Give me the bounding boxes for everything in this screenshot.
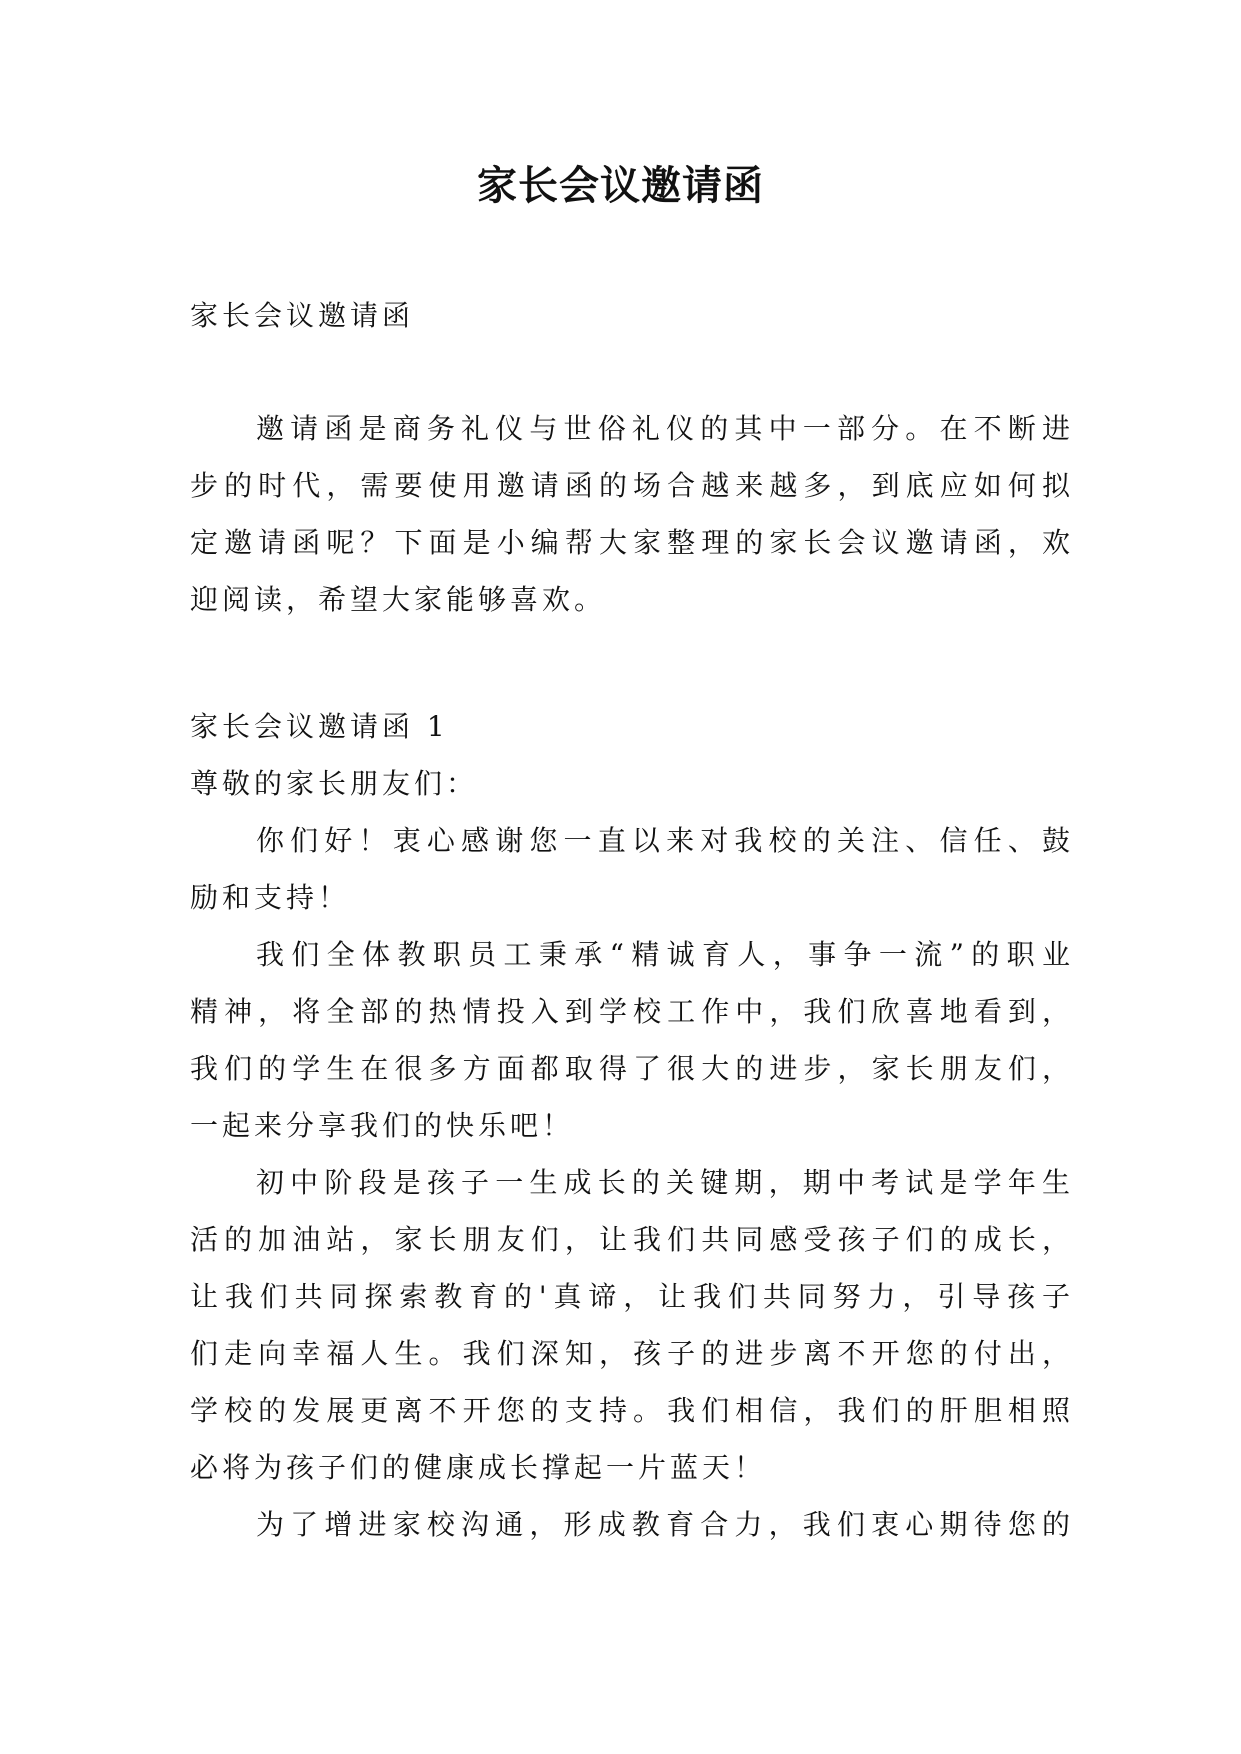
para2-line-2: 精神，将全部的热情投入到学校工作中，我们欣喜地看到， (190, 995, 1070, 1028)
para3-line-6: 必将为孩子们的健康成长撑起一片蓝天！ (190, 1451, 767, 1484)
para1-line-1: 你们好！衷心感谢您一直以来对我校的关注、信任、鼓 (256, 824, 1070, 857)
intro-line-4: 迎阅读，希望大家能够喜欢。 (190, 583, 607, 616)
para3-line-2: 活的加油站，家长朋友们，让我们共同感受孩子们的成长， (190, 1223, 1070, 1256)
intro-line-3: 定邀请函呢？下面是小编帮大家整理的家长会议邀请函，欢 (190, 526, 1070, 559)
para3-line-1: 初中阶段是孩子一生成长的关键期，期中考试是学年生 (256, 1166, 1070, 1199)
intro-line-2: 步的时代，需要使用邀请函的场合越来越多，到底应如何拟 (190, 469, 1070, 502)
document-subtitle: 家长会议邀请函 (190, 299, 415, 332)
para4-line-1: 为了增进家校沟通，形成教育合力，我们衷心期待您的 (256, 1508, 1070, 1541)
section-heading: 家长会议邀请函 1 (190, 710, 449, 743)
salutation: 尊敬的家长朋友们： (190, 767, 479, 800)
para2-line-1: 我们全体教职员工秉承“精诚育人，事争一流”的职业 (256, 938, 1070, 971)
para3-line-3: 让我们共同探索教育的'真谛，让我们共同努力，引导孩子 (190, 1280, 1070, 1313)
para1-line-2: 励和支持！ (190, 881, 351, 914)
para3-line-5: 学校的发展更离不开您的支持。我们相信，我们的肝胆相照 (190, 1394, 1070, 1427)
para2-line-4: 一起来分享我们的快乐吧！ (190, 1109, 575, 1142)
intro-line-1: 邀请函是商务礼仪与世俗礼仪的其中一部分。在不断进 (256, 412, 1070, 445)
para3-line-4: 们走向幸福人生。我们深知，孩子的进步离不开您的付出， (190, 1337, 1070, 1370)
document-title: 家长会议邀请函 (477, 162, 764, 209)
para2-line-3: 我们的学生在很多方面都取得了很大的进步，家长朋友们， (190, 1052, 1070, 1085)
